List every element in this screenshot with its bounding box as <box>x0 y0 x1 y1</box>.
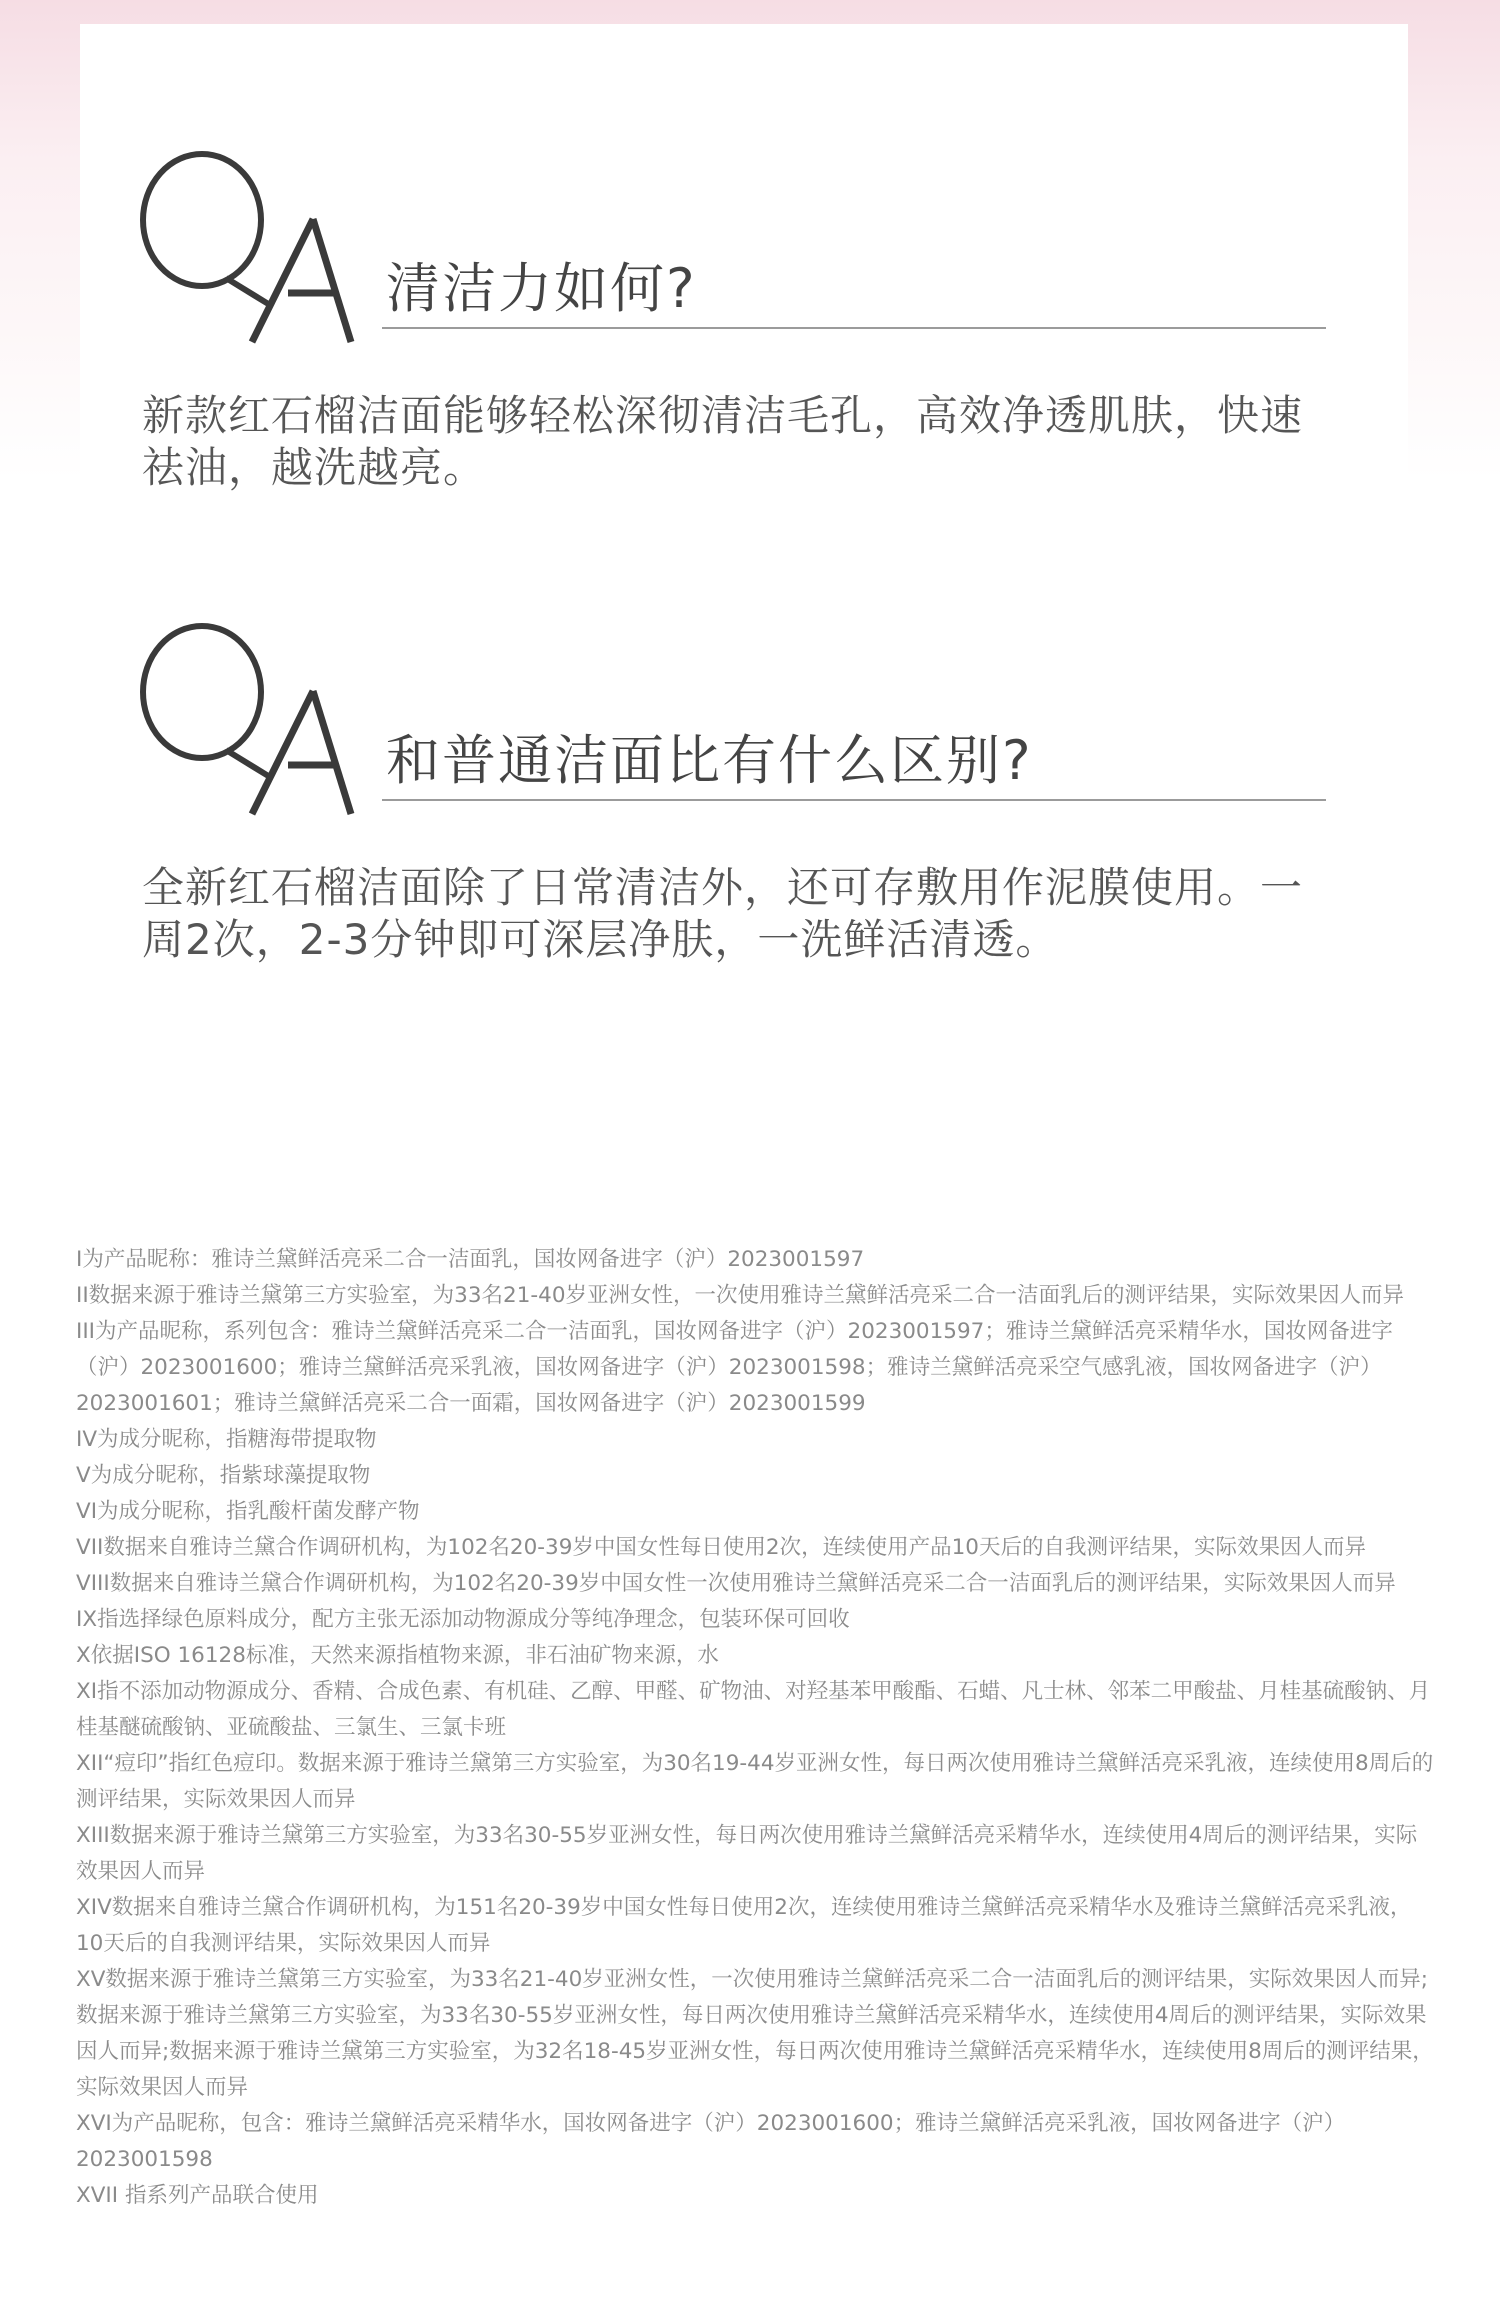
qa-answer-text <box>142 390 1382 494</box>
footnote-15: XV数据来源于雅诗兰黛第三方实验室，为33名21-40岁亚洲女性，一次使用雅诗兰黛鲜活亮采二合一洁面乳后的测评结果，实际效果因人而异;数据来源于雅诗兰黛第三方实验室，为33名30-55岁亚洲女性，每日两次使用雅诗兰黛鲜活亮采精华水，连续使用4周后的测评结果，实际效果因人而异;数据来源于雅诗兰黛第三方实验室，为32名18-45岁亚洲女性，每日两次使用雅诗兰黛鲜活亮采精华水，连续使用8周后的测评结果，实际效果因人而异 <box>76 1967 1434 2100</box>
footnote-2: II数据来源于雅诗兰黛第三方实验室，为33名21-40岁亚洲女性，一次使用雅诗兰黛鲜活亮采二合一洁面乳后的测评结果，实际效果因人而异 <box>76 1283 1405 1308</box>
qa-section-cleansing-power <box>138 142 1378 502</box>
qa-question-title: 和普通洁面比有什么区别? <box>386 729 1033 792</box>
qa-section-difference <box>138 614 1378 974</box>
footnote-12: XII“痘印”指红色痘印。数据来源于雅诗兰黛第三方实验室，为30名19-44岁亚洲女性，每日两次使用雅诗兰黛鲜活亮采乳液，连续使用8周后的测评结果，实际效果因人而异 <box>76 1751 1434 1812</box>
answer-line: 新款红石榴洁面能够轻松深彻清洁毛孔，高效净透肌肤，快速 <box>142 391 1304 440</box>
qa-logo-icon <box>138 614 358 824</box>
footnote-1: I为产品昵称：雅诗兰黛鲜活亮采二合一洁面乳，国妆网备进字（沪）2023001597 <box>76 1247 865 1272</box>
footnote-9: IX指选择绿色原料成分，配方主张无添加动物源成分等纯净理念，包装环保可回收 <box>76 1607 850 1632</box>
footnote-13: XIII数据来源于雅诗兰黛第三方实验室，为33名30-55岁亚洲女性，每日两次使用雅诗兰黛鲜活亮采精华水，连续使用4周后的测评结果，实际效果因人而异 <box>76 1823 1418 1884</box>
qa-logo-icon <box>138 142 358 352</box>
footnote-14: XIV数据来自雅诗兰黛合作调研机构，为151名20-39岁中国女性每日使用2次，连续使用雅诗兰黛鲜活亮采精华水及雅诗兰黛鲜活亮采乳液，10天后的自我测评结果，实际效果因人而异 <box>76 1895 1412 1956</box>
footnote-8: VIII数据来自雅诗兰黛合作调研机构，为102名20-39岁中国女性一次使用雅诗兰黛鲜活亮采二合一洁面乳后的测评结果，实际效果因人而异 <box>76 1571 1396 1596</box>
answer-line: 全新红石榴洁面除了日常清洁外，还可存敷用作泥膜使用。一 <box>142 863 1304 912</box>
footnote-7: VII数据来自雅诗兰黛合作调研机构，为102名20-39岁中国女性每日使用2次，连续使用产品10天后的自我测评结果，实际效果因人而异 <box>76 1535 1366 1560</box>
footnote-10: X依据ISO 16128标准，天然来源指植物来源，非石油矿物来源，水 <box>76 1643 719 1668</box>
answer-line: 祛油，越洗越亮。 <box>142 443 487 492</box>
qa-answer-text <box>142 862 1382 966</box>
divider-line <box>382 799 1326 801</box>
answer-line: 周2次，2-3分钟即可深层净肤，一洗鲜活清透。 <box>142 915 1059 964</box>
footnote-3: III为产品昵称，系列包含：雅诗兰黛鲜活亮采二合一洁面乳，国妆网备进字（沪）2023001597；雅诗兰黛鲜活亮采精华水，国妆网备进字（沪）2023001600；雅诗兰黛鲜活亮采乳液，国妆网备进字（沪）2023001598；雅诗兰黛鲜活亮采空气感乳液，国妆网备进字（沪）2023001601；雅诗兰黛鲜活亮采二合一面霜，国妆网备进字（沪）2023001599 <box>76 1319 1393 1416</box>
qa-question-title: 清洁力如何? <box>386 257 697 320</box>
footnote-11: XI指不添加动物源成分、香精、合成色素、有机硅、乙醇、甲醛、矿物油、对羟基苯甲酸酯、石蜡、凡士林、邻苯二甲酸盐、月桂基硫酸钠、月桂基醚硫酸钠、亚硫酸盐、三氯生、三氯卡班 <box>76 1679 1431 1740</box>
footnote-4: IV为成分昵称，指糖海带提取物 <box>76 1427 377 1452</box>
footnotes-section <box>76 1242 1436 2214</box>
footnote-6: VI为成分昵称，指乳酸杆菌发酵产物 <box>76 1499 420 1524</box>
footnote-17: XVII 指系列产品联合使用 <box>76 2183 319 2208</box>
divider-line <box>382 327 1326 329</box>
footnote-16: XVI为产品昵称，包含：雅诗兰黛鲜活亮采精华水，国妆网备进字（沪）2023001600；雅诗兰黛鲜活亮采乳液，国妆网备进字（沪）2023001598 <box>76 2111 1346 2172</box>
footnote-5: V为成分昵称，指紫球藻提取物 <box>76 1463 371 1488</box>
